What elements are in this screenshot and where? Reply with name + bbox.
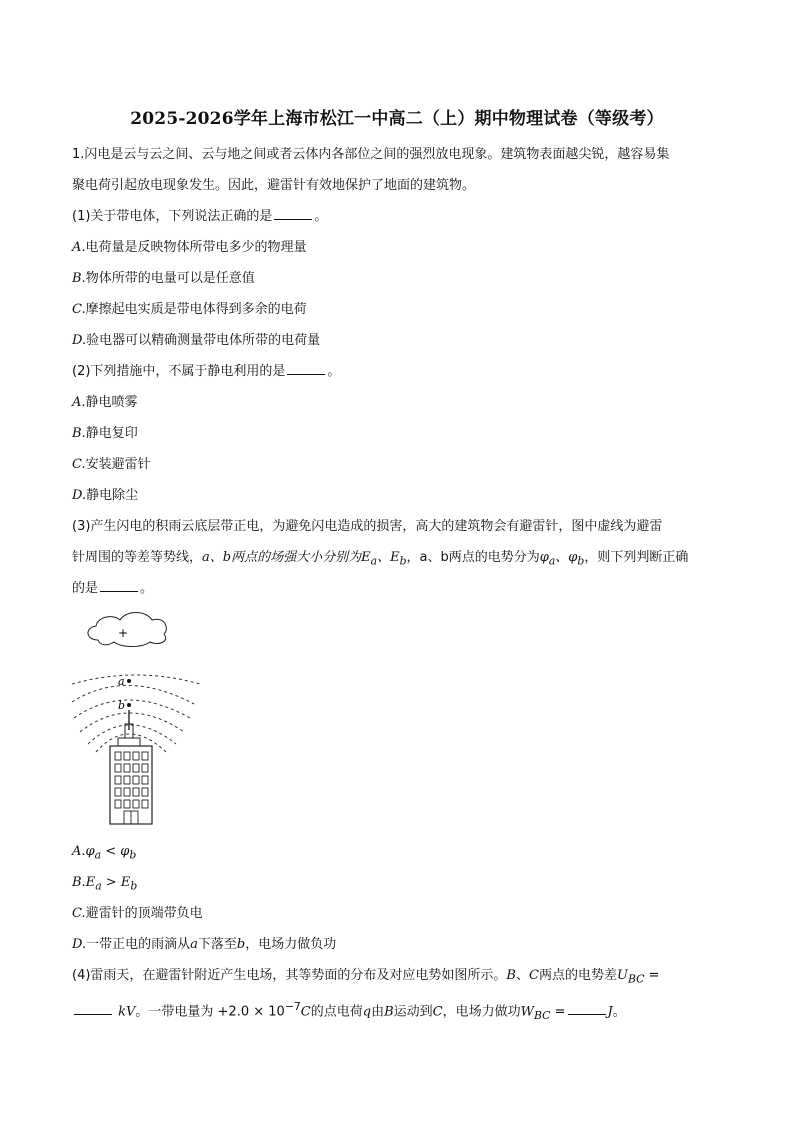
q1-sub1-option-a[interactable]: A.电荷量是反映物体所带电多少的物理量 [72,240,307,255]
q1-sub2-option-b[interactable]: B.静电复印 [72,426,138,441]
answer-blank[interactable] [274,207,312,220]
answer-blank[interactable] [568,1002,606,1015]
q1-sub1-option-c[interactable]: C.摩擦起电实质是带电体得到多余的电荷 [72,302,307,317]
q1-sub3-option-b[interactable]: $B.E_a > E_b$ [72,875,138,893]
point-a-label: a [118,675,125,688]
q1-sub3-line2: 针周围的等差等势线，a、b两点的场强大小分别为$E_a$、$E_b$，a、b两点的电势分为$\varphi_a$、$\varphi_b$，则下列判断正确 [72,550,689,568]
q1-sub2-option-d[interactable]: D.静电除尘 [72,488,139,503]
answer-blank[interactable] [74,1002,112,1015]
q1-sub3-option-c[interactable]: C.避雷针的顶端带负电 [72,906,203,921]
q1-sub2-option-c[interactable]: C.安装避雷针 [72,457,151,472]
equipotential-line [72,685,194,704]
equipotential-line [96,734,166,752]
q1-sub3-line3: 的是 。 [72,581,154,596]
q1-sub1-prompt: (1)关于带电体，下列说法正确的是 。 [72,209,328,224]
answer-blank[interactable] [287,362,325,375]
answer-blank[interactable] [100,579,138,592]
cloud-charge-mark: + [118,626,129,640]
q1-sub1-option-b[interactable]: B.物体所带的电量可以是任意值 [72,271,255,286]
lightning-rod-figure [66,606,206,828]
page-title: 2025-2026学年上海市松江一中高二（上）期中物理试卷（等级考） [130,109,664,129]
q1-sub2-option-a[interactable]: A.静电喷雾 [72,395,138,410]
q1-sub4-line2: kV。一带电量为 $+2.0 \times 10^{-7}C$的点电荷q由B运动到C，电场力做功$W_{BC} = J$。 [72,997,626,1026]
q1-sub1-option-d[interactable]: D.验电器可以精确测量带电体所带的电荷量 [72,333,321,348]
point-b [127,703,131,707]
q1-stem-line2: 聚电荷引起放电现象发生。因此，避雷针有效地保护了地面的建筑物。 [72,178,476,193]
q1-sub3-option-d[interactable]: D.一带正电的雨滴从a下落至b，电场力做负功 [72,937,337,952]
equipotential-line [88,725,176,744]
q1-sub3-line1: (3)产生闪电的积雨云底层带正电，为避免闪电造成的损害，高大的建筑物会有避雷针，图中虚线为避雷 [72,519,663,534]
q1-sub3-option-a[interactable]: $A.\varphi_a < \varphi_b$ [72,844,137,862]
point-a [127,679,131,683]
equipotential-line [72,675,200,684]
equipotential-line [74,700,190,718]
equipotential-line [80,713,184,732]
q1-sub2-prompt: (2)下列措施中，不属于静电利用的是 。 [72,364,341,379]
q1-sub4-line1: (4)雷雨天，在避雷针附近产生电场，其等势面的分布及对应电势如图所示。B、C两点的电势差$U_{BC}$ = [72,968,660,986]
point-b-label: b [118,699,126,712]
q1-stem-line1: 1.闪电是云与云之间、云与地之间或者云体内各部位之间的强烈放电现象。建筑物表面越尖锐，越容易集 [72,147,670,162]
